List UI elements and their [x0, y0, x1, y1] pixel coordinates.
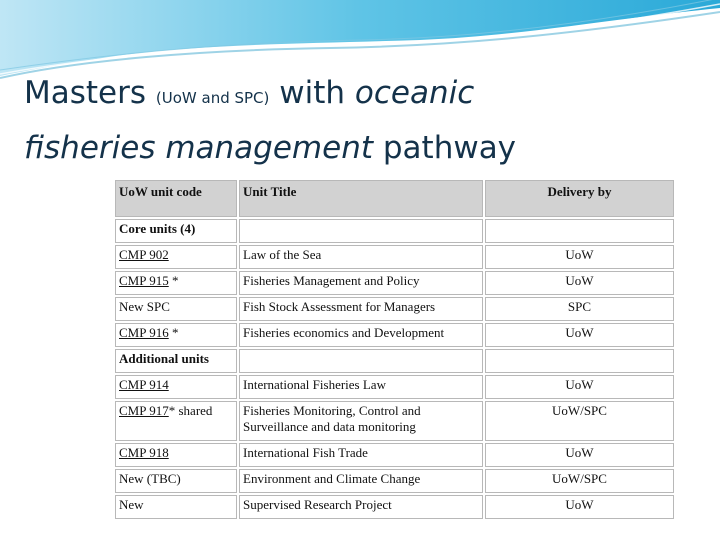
cell-unit-title: Fisheries Monitoring, Control and Surveillance and data monitoring: [239, 401, 483, 441]
cell-delivery-by: [485, 349, 674, 373]
cell-delivery-by: UoW: [485, 495, 674, 519]
title-with: with: [279, 75, 346, 111]
cell-delivery-by: UoW: [485, 443, 674, 467]
title-oceanic: oceanic: [354, 75, 475, 111]
cell-unit-code: [115, 271, 237, 295]
unit-code-text: New (TBC): [119, 471, 181, 486]
unit-code-link[interactable]: CMP 902: [119, 247, 169, 262]
title-line-2: [24, 123, 704, 173]
units-table-container: [113, 178, 674, 512]
section-label: Additional units: [119, 351, 209, 366]
cell-unit-code: [115, 443, 237, 467]
cell-unit-title: Law of the Sea: [239, 245, 483, 269]
units-table: [113, 178, 676, 521]
cell-unit-title: International Fish Trade: [239, 443, 483, 467]
unit-code-link[interactable]: CMP 916: [119, 325, 169, 340]
table-row: [115, 323, 674, 347]
table-row: [115, 375, 674, 399]
cell-unit-title: [239, 349, 483, 373]
cell-unit-code: [115, 297, 237, 321]
table-section-row: [115, 349, 674, 373]
unit-code-text: New SPC: [119, 299, 170, 314]
cell-delivery-by: SPC: [485, 297, 674, 321]
title-line-1: [24, 68, 704, 123]
slide-title: [24, 68, 704, 173]
cell-unit-title: International Fisheries Law: [239, 375, 483, 399]
table-row: [115, 443, 674, 467]
cell-delivery-by: UoW/SPC: [485, 401, 674, 441]
cell-unit-title: Fisheries economics and Development: [239, 323, 483, 347]
cell-unit-code: [115, 495, 237, 519]
table-row: [115, 271, 674, 295]
cell-unit-code: [115, 375, 237, 399]
cell-unit-code: [115, 469, 237, 493]
cell-delivery-by: UoW: [485, 323, 674, 347]
unit-code-suffix: *: [168, 273, 179, 288]
unit-code-link[interactable]: CMP 914: [119, 377, 169, 392]
cell-unit-title: Fish Stock Assessment for Managers: [239, 297, 483, 321]
header-delivery-by: Delivery by: [485, 180, 674, 217]
header-unit-code: UoW unit code: [115, 180, 237, 217]
cell-delivery-by: UoW: [485, 375, 674, 399]
unit-code-suffix: * shared: [168, 403, 213, 418]
cell-unit-code: [115, 349, 237, 373]
header-unit-title: Unit Title: [239, 180, 483, 217]
cell-delivery-by: UoW: [485, 271, 674, 295]
cell-unit-title: Environment and Climate Change: [239, 469, 483, 493]
title-main: Masters: [24, 75, 147, 111]
table-row: [115, 495, 674, 519]
title-fisheries-management: fisheries management: [24, 130, 373, 166]
cell-unit-code: [115, 401, 237, 441]
cell-unit-code: [115, 323, 237, 347]
unit-code-text: New: [119, 497, 144, 512]
table-row: [115, 469, 674, 493]
cell-delivery-by: UoW/SPC: [485, 469, 674, 493]
cell-unit-code: [115, 219, 237, 243]
unit-code-link[interactable]: CMP 917: [119, 403, 169, 418]
cell-delivery-by: [485, 219, 674, 243]
unit-code-link[interactable]: CMP 918: [119, 445, 169, 460]
unit-code-suffix: *: [168, 325, 179, 340]
cell-unit-title: Fisheries Management and Policy: [239, 271, 483, 295]
cell-delivery-by: UoW: [485, 245, 674, 269]
title-pathway: pathway: [382, 130, 517, 166]
table-row: [115, 245, 674, 269]
table-row: [115, 401, 674, 441]
cell-unit-title: [239, 219, 483, 243]
section-label: Core units (4): [119, 221, 196, 236]
table-row: [115, 297, 674, 321]
table-header-row: [115, 180, 674, 217]
title-partners: (UoW and SPC): [155, 89, 270, 107]
cell-unit-title: Supervised Research Project: [239, 495, 483, 519]
unit-code-link[interactable]: CMP 915: [119, 273, 169, 288]
cell-unit-code: [115, 245, 237, 269]
table-section-row: [115, 219, 674, 243]
